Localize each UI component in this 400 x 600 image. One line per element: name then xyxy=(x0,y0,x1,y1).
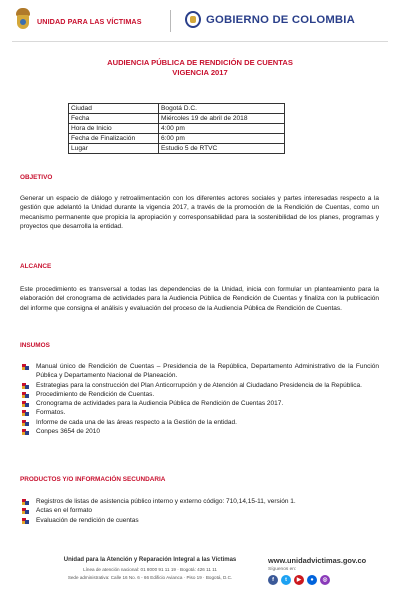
right-logo-text: GOBIERNO DE COLOMBIA xyxy=(206,13,355,26)
list-item xyxy=(22,418,379,427)
info-value: Estudio 5 de RTVC xyxy=(159,144,285,154)
bullet-icon xyxy=(22,429,29,435)
info-value: 4:00 pm xyxy=(159,124,285,134)
info-row xyxy=(69,124,285,134)
list-item-text: Formatos. xyxy=(36,409,66,417)
title-line-2: VIGENCIA 2017 xyxy=(172,68,228,77)
footer-web xyxy=(268,556,366,585)
info-key: Fecha de Finalización xyxy=(69,134,159,144)
list-item xyxy=(22,497,379,506)
objetivo-heading: OBJETIVO xyxy=(20,174,53,181)
bullet-icon xyxy=(22,410,29,416)
footer-follow-text: Síguenos en: xyxy=(268,567,297,572)
bullet-icon xyxy=(22,364,29,370)
gobierno-seal-icon xyxy=(185,11,201,28)
twitter-icon[interactable]: t xyxy=(281,575,291,585)
flickr-icon[interactable]: ● xyxy=(307,575,317,585)
list-item-text: Conpes 3654 de 2010 xyxy=(36,428,100,436)
footer-org-name: Unidad para la Atención y Reparación Integral a las Víctimas xyxy=(63,557,237,563)
left-logo-text: UNIDAD PARA LAS VÍCTIMAS xyxy=(37,16,142,26)
list-item-text: Evaluación de rendición de cuentas xyxy=(36,516,139,524)
list-item xyxy=(22,408,379,417)
bullet-icon xyxy=(22,518,29,524)
bullet-icon xyxy=(22,508,29,514)
list-item xyxy=(22,390,379,399)
info-key: Lugar xyxy=(69,144,159,154)
event-info-table xyxy=(68,103,285,154)
list-item xyxy=(22,427,379,436)
list-item xyxy=(22,381,379,390)
info-key: Fecha xyxy=(69,114,159,124)
objetivo-text: Generar un espacio de diálogo y retroalimentación con los diferentes actores sociales y partes interesadas respecto a la gestión que adelantó la Unidad durante la vigencia 2017, a través de la promoción de la Rendición de Cuentas, como un mecanismo permanente que propicia la apropiación y corresponsabilidad para la sostenibilidad de los planes, programas y proyectos que desarrolla la entidad. xyxy=(20,195,379,231)
document-title xyxy=(0,58,400,78)
list-item-text: Actas en el formato xyxy=(36,507,92,515)
bullet-icon xyxy=(22,383,29,389)
footer-contact xyxy=(50,557,250,580)
header-rule xyxy=(12,41,388,42)
info-value: Bogotá D.C. xyxy=(159,104,285,114)
list-item xyxy=(22,399,379,408)
list-item-text: Estrategias para la construcción del Plan Anticorrupción y de Atención al Ciudadano Presidencia de la República. xyxy=(36,381,362,389)
list-item-text: Informe de cada una de las áreas respecto a la Gestión de la entidad. xyxy=(36,418,237,426)
info-row xyxy=(69,144,285,154)
insumos-heading: INSUMOS xyxy=(20,342,50,349)
alcance-heading: ALCANCE xyxy=(20,263,52,270)
footer-phone-line: Línea de atención nacional: 01 8000 91 11 19 · Bogotá: 426 11 11 xyxy=(83,567,217,572)
page-footer xyxy=(0,552,400,600)
facebook-icon[interactable]: f xyxy=(268,575,278,585)
youtube-icon[interactable]: ▶ xyxy=(294,575,304,585)
info-row xyxy=(69,114,285,124)
instagram-icon[interactable]: ◎ xyxy=(320,575,330,585)
footer-url-link[interactable]: www.unidadvictimas.gov.co xyxy=(268,556,367,565)
bullet-icon xyxy=(22,499,29,505)
info-value: Miércoles 19 de abril de 2018 xyxy=(159,114,285,124)
footer-address-line: Sede administrativa: Calle 16 No. 6 - 66 Edificio Avianca · Piso 19 · Bogotá, D.C. xyxy=(67,575,233,580)
unidad-victimas-logo xyxy=(14,8,142,34)
list-item xyxy=(22,516,379,525)
productos-heading: PRODUCTOS Y/O INFORMACIÓN SECUNDARIA xyxy=(20,476,166,483)
page-header xyxy=(0,0,400,44)
colombia-crest-icon xyxy=(14,8,32,34)
bullet-icon xyxy=(22,401,29,407)
info-key: Ciudad xyxy=(69,104,159,114)
insumos-list xyxy=(22,362,379,436)
productos-list xyxy=(22,497,379,525)
list-item xyxy=(22,506,379,515)
alcance-text: Este procedimiento es transversal a todas las dependencias de la Unidad, inicia con formular un planteamiento para la elaboración del cronograma de actividades para la Audiencia Pública de Rendición de Cuentas y finaliza con la publicación del informe que consigna el análisis y evaluación del proceso de la Audiencia Pública de Rendición de Cuentas. xyxy=(20,286,379,312)
social-icons xyxy=(268,575,366,585)
list-item-text: Cronograma de actividades para la Audiencia Pública de Rendición de Cuentas 2017. xyxy=(36,400,284,408)
header-divider xyxy=(170,10,171,32)
info-row xyxy=(69,104,285,114)
title-line-1: AUDIENCIA PÚBLICA DE RENDICIÓN DE CUENTAS xyxy=(107,58,293,67)
info-row xyxy=(69,134,285,144)
list-item xyxy=(22,362,379,381)
bullet-icon xyxy=(22,392,29,398)
list-item-text: Registros de listas de asistencia público interno y externo código: 710,14,15-11, versión 1. xyxy=(36,498,296,505)
gobierno-colombia-logo xyxy=(185,11,355,28)
list-item-text: Procedimiento de Rendición de Cuentas. xyxy=(36,390,155,398)
info-key: Hora de Inicio xyxy=(69,124,159,134)
bullet-icon xyxy=(22,420,29,426)
info-value: 6:00 pm xyxy=(159,134,285,144)
list-item-text: Manual único de Rendición de Cuentas – Presidencia de la República, Departamento Administrativo de la Función Pública y Departamento Nacional de Planeación. xyxy=(36,363,379,380)
